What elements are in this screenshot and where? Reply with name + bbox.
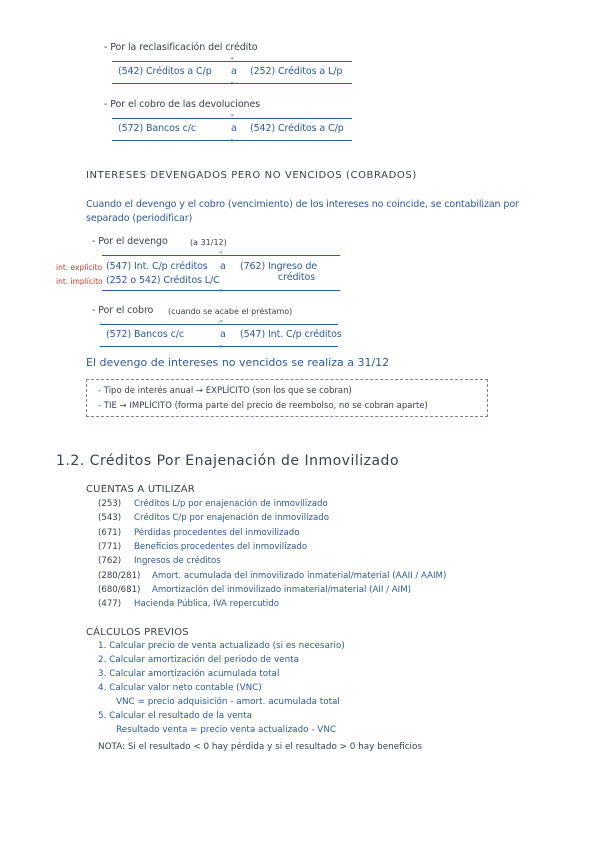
reclasificacion-label: - Por la reclasificación del crédito <box>104 42 258 53</box>
devengo-debe-2: (252 o 542) Créditos L/C <box>106 275 220 286</box>
devengo-date: (a 31/12) <box>190 238 227 247</box>
devengo-debe-1: (547) Int. C/p créditos <box>106 261 208 272</box>
tipo-interes-box <box>86 379 488 417</box>
cobro-devoluciones-label: - Por el cobro de las devoluciones <box>104 99 261 110</box>
cobro-a: a <box>220 329 226 340</box>
cuenta-code: (762) <box>98 556 122 567</box>
cuentas-heading: CUENTAS A UTILIZAR <box>86 484 195 495</box>
intereses-para-line1: Cuando el devengo y el cobro (vencimiento) de los intereses no coincide, se contabilizan por <box>86 199 519 210</box>
tipo-interes-line2: - TIE → IMPLÍCITO (forma parte del precio de reembolso, no se cobran aparte) <box>98 401 428 411</box>
devengo-conclusion: El devengo de intereses no vencidos se realiza a 31/12 <box>86 356 390 369</box>
line-mark: ∝ <box>230 80 235 87</box>
cuenta-code: (543) <box>98 513 122 524</box>
cobro-devoluciones-haber: (542) Créditos a C/p <box>250 123 344 134</box>
devengo-label: - Por el devengo <box>92 236 168 247</box>
intereses-heading: INTERESES DEVENGADOS PERO NO VENCIDOS (COBRADOS) <box>86 170 417 181</box>
cuenta-text: Amortización del inmovilizado inmaterial/material (AII / AIM) <box>152 584 411 595</box>
tipo-interes-line1: - Tipo de interés anual → EXPLÍCITO (son los que se cobran) <box>98 386 352 396</box>
line-mark: ∝ <box>219 318 224 325</box>
calculo-item: 4. Calcular valor neto contable (VNC) <box>98 683 262 693</box>
cobro-label: - Por el cobro <box>92 305 154 316</box>
calculo-item: 5. Calcular el resultado de la venta <box>98 711 252 721</box>
line-mark: ∝ <box>230 112 235 119</box>
line-mark: ∝ <box>230 137 235 144</box>
calculo-item: 3. Calcular amortización acumulada total <box>98 669 280 679</box>
line-mark: ∝ <box>219 343 224 350</box>
line-mark: ∝ <box>230 55 235 62</box>
intereses-para-line2: separado (periodificar) <box>86 213 193 224</box>
note-int-implicito: int. implícito <box>56 277 103 286</box>
devengo-haber-line1: (762) Ingreso de <box>240 261 318 272</box>
cuenta-code: (253) <box>98 499 122 509</box>
section-title: 1.2. Créditos Por Enajenación de Inmovilizado <box>56 453 400 469</box>
line-mark: ∝ <box>219 287 224 294</box>
cuenta-code: (680/681) <box>98 584 141 595</box>
calculo-item: 1. Calcular precio de venta actualizado (si es necesario) <box>98 641 345 651</box>
line-mark: ∝ <box>219 249 224 256</box>
cuenta-text: Beneficios procedentes del inmovilizado <box>134 541 308 552</box>
nota: NOTA: Si el resultado < 0 hay pérdida y si el resultado > 0 hay beneficios <box>98 742 422 752</box>
cobro-devoluciones-a: a <box>231 123 237 134</box>
cuenta-code: (280/281) <box>98 570 141 581</box>
calculos-heading: CÁLCULOS PREVIOS <box>86 627 189 638</box>
reclasificacion-debe: (542) Créditos a C/p <box>118 66 212 77</box>
cuenta-text: Créditos C/p por enajenación de inmovilizado <box>134 513 329 524</box>
cobro-debe: (572) Bancos c/c <box>106 329 184 340</box>
cobro-devoluciones-debe: (572) Bancos c/c <box>118 123 196 134</box>
cuenta-text: Ingresos de créditos <box>134 556 221 567</box>
cuenta-text: Amort. acumulada del inmovilizado inmaterial/material (AAII / AAIM) <box>152 570 447 581</box>
cobro-haber: (547) Int. C/p créditos <box>240 329 342 340</box>
cuenta-code: (671) <box>98 527 122 538</box>
cuenta-text: Hacienda Pública, IVA repercutido <box>134 599 280 610</box>
devengo-haber-line2: créditos <box>278 272 316 283</box>
note-int-explicito: int. explícito <box>56 263 103 272</box>
calculo-item: VNC = precio adquisición - amort. acumulada total <box>116 697 340 707</box>
cuenta-text: Pérdidas procedentes del inmovilizado <box>134 527 300 538</box>
calculo-item: Resultado venta = precio venta actualizado - VNC <box>116 725 337 735</box>
calculo-item: 2. Calcular amortización del periodo de venta <box>98 655 299 665</box>
reclasificacion-a: a <box>231 66 237 77</box>
cobro-note: (cuando se acabe el préstamo) <box>168 307 293 316</box>
cuenta-text: Créditos L/p por enajenación de inmovilizado <box>134 499 328 509</box>
cuenta-code: (771) <box>98 541 122 552</box>
reclasificacion-haber: (252) Créditos a L/p <box>250 66 343 77</box>
cuenta-code: (477) <box>98 599 122 610</box>
devengo-a: a <box>220 261 226 272</box>
